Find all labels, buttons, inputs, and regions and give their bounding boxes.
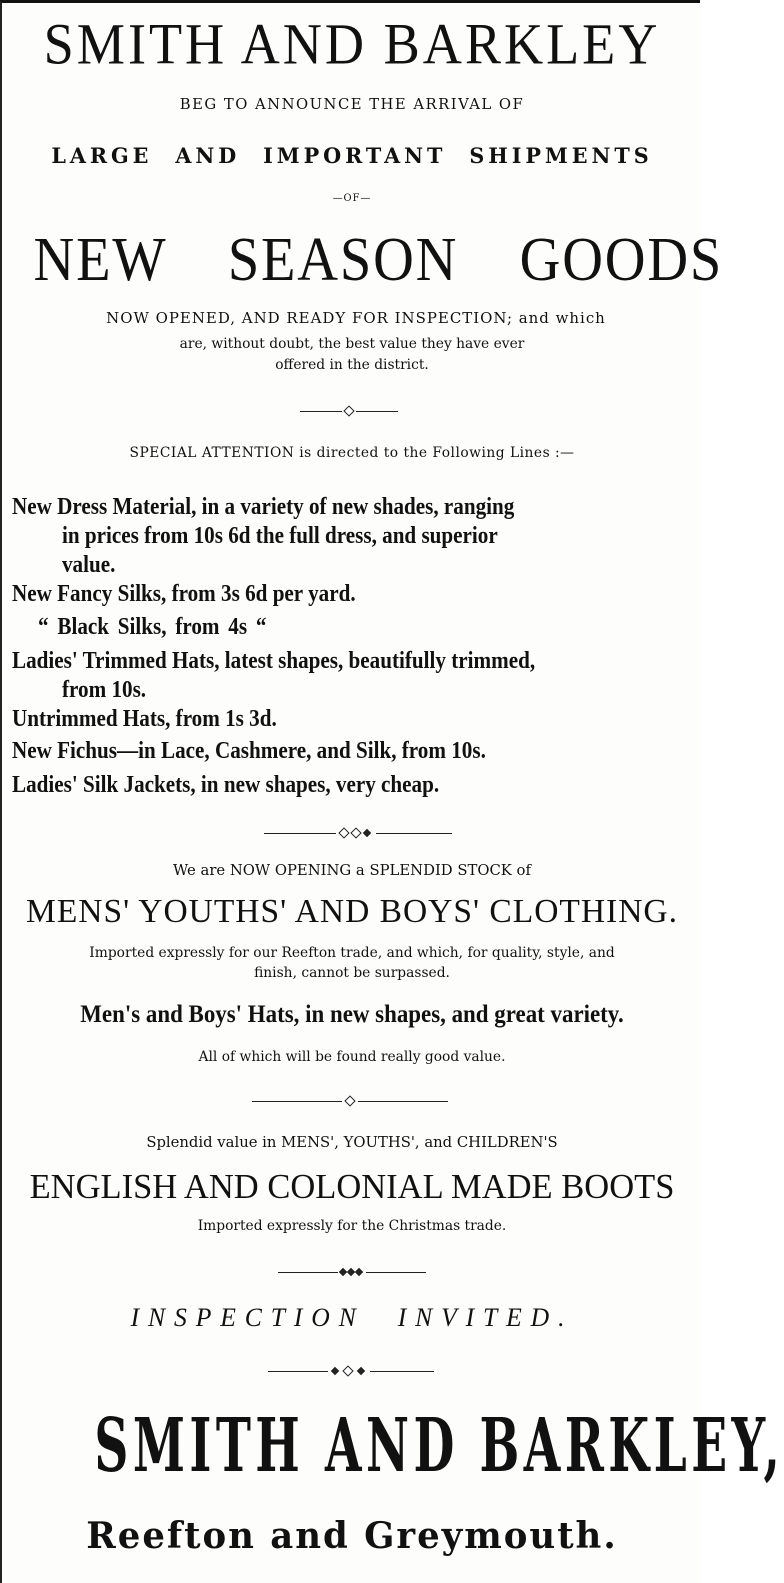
value-line-2: offered in the district. (275, 357, 429, 373)
list-item-fichus: New Fichus—in Lace, Cashmere, and Silk, from 10s. (12, 738, 486, 764)
list-item-trimmed-hats: Ladies' Trimmed Hats, latest shapes, beautifully trimmed, (12, 648, 536, 674)
list-item-untrimmed-hats: Untrimmed Hats, from 1s 3d. (12, 706, 277, 732)
splendid-value-line: Splendid value in MENS', YOUTHS', and CHILDREN'S (146, 1133, 558, 1151)
christmas-line: Imported expressly for the Christmas trade. (197, 1218, 507, 1234)
list-item-dress-material-cont: in prices from 10s 6d the full dress, and superior (62, 523, 498, 549)
firm-name-footer: SMITH AND BARKLEY, (94, 1403, 784, 1490)
special-attention-line: SPECIAL ATTENTION is directed to the Following Lines :— (129, 445, 575, 461)
list-item-black-silks: “ Black Silks, from 4s “ (38, 614, 267, 640)
address-line: Reefton and Greymouth. (86, 1515, 618, 1557)
shipments-line: LARGE AND IMPORTANT SHIPMENTS (51, 143, 653, 168)
list-item-trimmed-hats-cont: from 10s. (62, 677, 147, 703)
imported-line-1: Imported expressly for our Reefton trade, and which, for quality, style, and (89, 945, 615, 961)
inspection-invited-line: INSPECTION INVITED. (130, 1303, 574, 1332)
opened-line: NOW OPENED, AND READY FOR INSPECTION; and which (106, 309, 606, 327)
list-item-fancy-silks: New Fancy Silks, from 3s 6d per yard. (12, 581, 356, 607)
announce-line: BEG TO ANNOUNCE THE ARRIVAL OF (179, 95, 525, 113)
good-value-line: All of which will be found really good value. (198, 1049, 506, 1065)
opening-line: We are NOW OPENING a SPLENDID STOCK of (173, 861, 531, 879)
firm-name-heading: SMITH AND BARKLEY (43, 12, 661, 77)
new-season-goods-heading: NEW SEASON GOODS (33, 226, 724, 294)
of-connector: —OF— (332, 193, 372, 204)
list-item-dress-material-cont: value. (62, 552, 116, 578)
clothing-heading: MENS' YOUTHS' AND BOYS' CLOTHING. (26, 893, 678, 930)
boots-heading: ENGLISH AND COLONIAL MADE BOOTS (29, 1167, 675, 1206)
imported-line-2: finish, cannot be surpassed. (254, 965, 450, 981)
mens-hats-line: Men's and Boys' Hats, in new shapes, and great variety. (80, 1001, 624, 1028)
list-item-dress-material: New Dress Material, in a variety of new shades, ranging (12, 494, 515, 520)
list-item-silk-jackets: Ladies' Silk Jackets, in new shapes, very cheap. (12, 772, 440, 798)
value-line-1: are, without doubt, the best value they have ever (179, 336, 525, 352)
